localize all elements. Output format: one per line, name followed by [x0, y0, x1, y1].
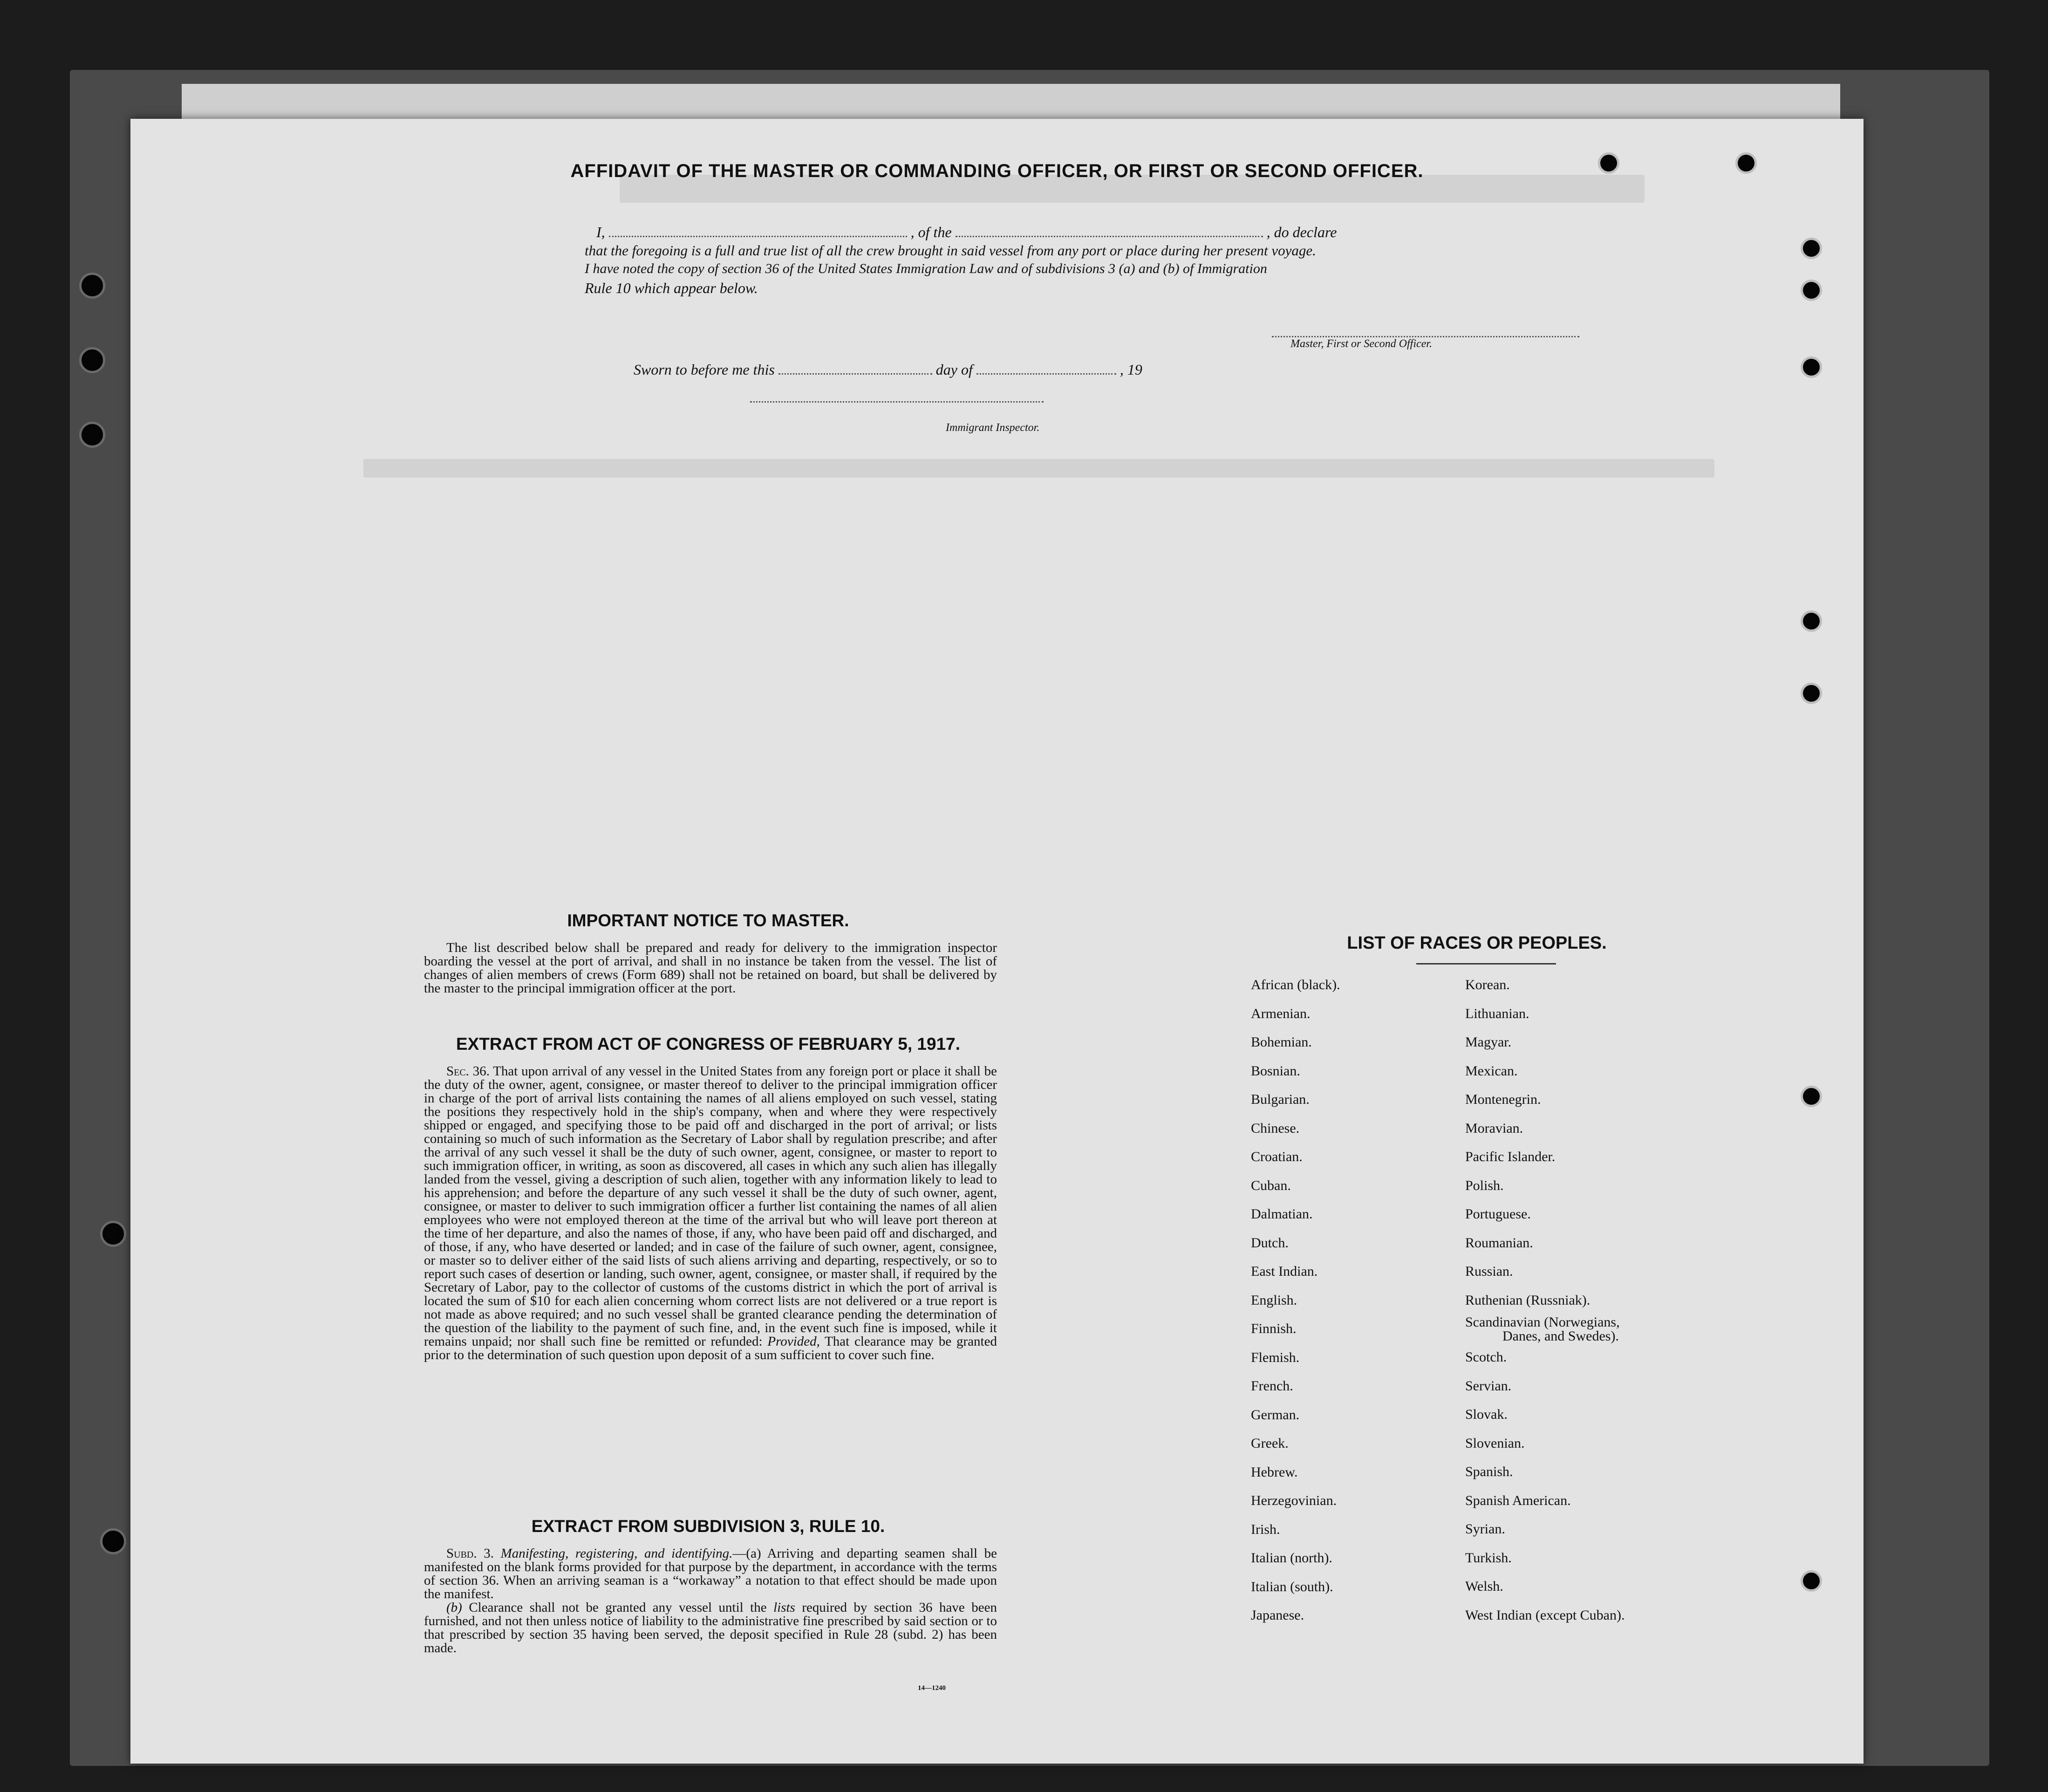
race-entry: Turkish.	[1465, 1550, 1512, 1566]
race-entry: Croatian.	[1251, 1149, 1303, 1164]
race-entry: German.	[1251, 1407, 1300, 1423]
race-entry: Irish.	[1251, 1521, 1280, 1537]
race-entry: French.	[1251, 1378, 1293, 1394]
race-entry: Japanese.	[1251, 1607, 1304, 1623]
races-left-column	[1251, 971, 1340, 1630]
race-entry: Spanish.	[1465, 1464, 1513, 1479]
vessel-label: , of the	[910, 224, 952, 240]
race-entry: Slovak.	[1465, 1407, 1508, 1422]
race-entry: Syrian.	[1465, 1521, 1505, 1537]
master-caption: Master, First or Second Officer.	[1290, 338, 1432, 350]
race-entry: Spanish American.	[1465, 1492, 1571, 1508]
subdivision-label: Subd. 3.	[446, 1546, 494, 1561]
punch-hole-icon	[1801, 610, 1822, 632]
sworn-month-field	[976, 373, 1116, 375]
race-entry: African (black).	[1251, 977, 1340, 992]
race-entry: Finnish.	[1251, 1321, 1297, 1336]
subdivision-a-text: —(a) Arriving and departing seamen shall be manifested on the blank forms provided for that purpose by the department, in accordance with the terms of section 36. When an arriving seaman is a “workaway” a notation to that effect should be made upon the manifest.	[424, 1546, 997, 1601]
race-entry: Cuban.	[1251, 1177, 1291, 1193]
subdivision-b-text-end: required by section 36 have been furnished, and not then unless notice of liability to the administrative fine prescribed by said section or to that prescribed by section 35 having been served, the deposit specified in Rule 28 (subd. 2) has been made.	[424, 1600, 997, 1655]
race-entry: Polish.	[1465, 1177, 1504, 1193]
race-entry: Lithuanian.	[1465, 1005, 1529, 1021]
races-title: LIST OF RACES OR PEOPLES.	[1347, 933, 1607, 953]
year-label: , 19	[1120, 361, 1142, 378]
binder-hole-icon	[79, 273, 105, 299]
punch-hole-icon	[1801, 683, 1822, 704]
race-entry: Scandinavian (Norwegians, Danes, and Swedes).	[1465, 1314, 1620, 1344]
race-entry: Russian.	[1465, 1264, 1513, 1279]
race-entry: Magyar.	[1465, 1034, 1512, 1050]
sworn-line	[634, 361, 1142, 378]
act-extract-body	[424, 1065, 997, 1362]
race-entry: Bulgarian.	[1251, 1092, 1310, 1107]
race-entry: Scotch.	[1465, 1349, 1507, 1365]
race-entry: English.	[1251, 1292, 1297, 1308]
affidavit-text-line: Rule 10 which appear below.	[585, 280, 758, 296]
race-entry: Korean.	[1465, 977, 1510, 992]
declarant-name-field	[609, 236, 907, 237]
subdivision-heading: Manifesting, registering, and identifying.	[500, 1546, 733, 1561]
provided-word: Provided,	[767, 1334, 820, 1349]
affidavit-title: AFFIDAVIT OF THE MASTER OR COMMANDING OFFICER, OR FIRST OR SECOND OFFICER.	[570, 161, 1424, 181]
bleed-through-band	[363, 459, 1714, 478]
affidavit-page	[130, 119, 1864, 1764]
race-entry: Servian.	[1465, 1378, 1512, 1394]
punch-hole-icon	[1801, 238, 1822, 259]
subdivision-b-text: Clearance shall not be granted any vessel until the	[469, 1600, 767, 1615]
race-entry: Dutch.	[1251, 1235, 1289, 1251]
subdivision-b-label: (b)	[446, 1600, 462, 1615]
affidavit-text-line: that the foregoing is a full and true list of all the crew brought in said vessel from any port or place during her present voyage.	[585, 242, 1316, 259]
race-entry: Roumanian.	[1465, 1235, 1533, 1251]
binder-hole-icon	[79, 347, 105, 373]
race-entry: Chinese.	[1251, 1120, 1300, 1136]
affidavit-text-line: I have noted the copy of section 36 of the United States Immigration Law and of subdivisions 3 (a) and (b) of Immigration	[585, 261, 1267, 276]
race-entry: Armenian.	[1251, 1005, 1311, 1021]
race-entry: Portuguese.	[1465, 1206, 1531, 1222]
race-entry: Montenegrin.	[1465, 1092, 1541, 1107]
race-entry: Hebrew.	[1251, 1464, 1298, 1480]
punch-hole-icon	[1801, 1086, 1822, 1107]
section-36-text: That upon arrival of any vessel in the United States from any foreign port or place it shall be the duty of the owner, agent, consignee, or master thereof to deliver to the principal immigration officer in charge of the port of arrival lists containing the names of all aliens employed on such vessel, stating the positions they respectively hold in the ship's company, when and where they were respectively shipped or engaged, and specifying those to be paid off and discharged in the port of arrival; or lists containing so much of such information as the Secretary of Labor shall by regulation prescribe; and after the arrival of any such vessel it shall be the duty of such owner, agent, consignee, or master to report to such immigration officer, in writing, as soon as discovered, all cases in which any such alien has illegally landed from the vessel, giving a description of such alien, together with any information likely to lead to his apprehension; and before the departure of any such vessel it shall be the duty of such owner, agent, consignee, or master to deliver to such immigration officer a further list containing the names of all alien employees who were not employed thereon at the time of the arrival but who will leave port thereon at the time of her departure, and also the names of those, if any, who have been paid off and discharged, and of those, if any, who have deserted or landed; and in case of the failure of such owner, agent, consignee, or master so to deliver either of the said lists of such aliens arriving and departing, respectively, or so to report such cases of desertion or landing, such owner, agent, consignee, or master shall, if required by the Secretary of Labor, pay to the collector of customs of the customs district in which the port of arrival is located the sum of $10 for each alien concerning whom correct lists are not delivered or a true report is not made as above required; and no such vessel shall be granted clearance pending the determination of the question of the liability to the payment of such fine, and, in the event such fine is imposed, while it remains unpaid; nor shall such fine be remitted or refunded:	[424, 1064, 997, 1349]
race-entry: Herzegovinian.	[1251, 1493, 1337, 1508]
race-entry: East Indian.	[1251, 1264, 1318, 1279]
notice-title: IMPORTANT NOTICE TO MASTER.	[567, 911, 849, 930]
binder-hole-icon	[100, 1528, 126, 1554]
day-of-label: day of	[935, 361, 973, 378]
rule-extract-title: EXTRACT FROM SUBDIVISION 3, RULE 10.	[531, 1517, 885, 1536]
race-entry: Greek.	[1251, 1436, 1289, 1451]
declare-label: , do declare	[1266, 224, 1337, 240]
section-label: Sec. 36.	[446, 1064, 490, 1079]
race-entry: Mexican.	[1465, 1063, 1518, 1079]
race-entry: Italian (south).	[1251, 1579, 1333, 1594]
race-entry: Italian (north).	[1251, 1550, 1332, 1566]
race-entry: Slovenian.	[1465, 1435, 1525, 1451]
race-entry: Moravian.	[1465, 1120, 1523, 1136]
binder-hole-icon	[100, 1221, 126, 1247]
declarant-label: I,	[596, 224, 605, 240]
punch-hole-icon	[1801, 356, 1822, 378]
races-right-column	[1465, 971, 1625, 1629]
punch-hole-icon	[1801, 1570, 1822, 1592]
notice-text: The list described below shall be prepared and ready for delivery to the immigration inspector boarding the vessel at the port of arrival, and shall in no instance be taken from the vessel. The list of changes of alien members of crews (Form 689) shall not be retained on board, but shall be delivered by the master to the principal immigration officer at the port.	[424, 940, 997, 996]
race-entry: Bosnian.	[1251, 1063, 1300, 1079]
rule-extract-body	[424, 1547, 997, 1655]
affidavit-declaration-line	[596, 224, 1337, 241]
act-extract-title: EXTRACT FROM ACT OF CONGRESS OF FEBRUARY 5, 1917.	[456, 1034, 961, 1053]
inspector-signature-line	[750, 389, 1044, 406]
race-entry: Flemish.	[1251, 1349, 1300, 1365]
section-36-text-end: That clearance may be granted prior to the determination of such question upon deposit of a sum sufficient to cover such fine.	[424, 1334, 997, 1362]
lists-word: lists	[773, 1600, 795, 1615]
vessel-name-field	[956, 236, 1263, 237]
sworn-day-field	[778, 373, 932, 375]
race-entry: Dalmatian.	[1251, 1206, 1313, 1222]
race-entry: Welsh.	[1465, 1579, 1503, 1594]
binder-hole-icon	[79, 422, 105, 448]
form-number: 14—1240	[918, 1684, 946, 1692]
sworn-label: Sworn to before me this	[634, 361, 775, 378]
race-entry: Pacific Islander.	[1465, 1149, 1556, 1164]
notice-body	[424, 941, 997, 995]
race-entry: Ruthenian (Russniak).	[1465, 1292, 1591, 1308]
races-title-rule	[1416, 963, 1556, 964]
inspector-caption: Immigrant Inspector.	[946, 422, 1040, 434]
punch-hole-icon	[1801, 280, 1822, 301]
race-entry: Bohemian.	[1251, 1034, 1312, 1050]
race-entry: West Indian (except Cuban).	[1465, 1607, 1625, 1623]
